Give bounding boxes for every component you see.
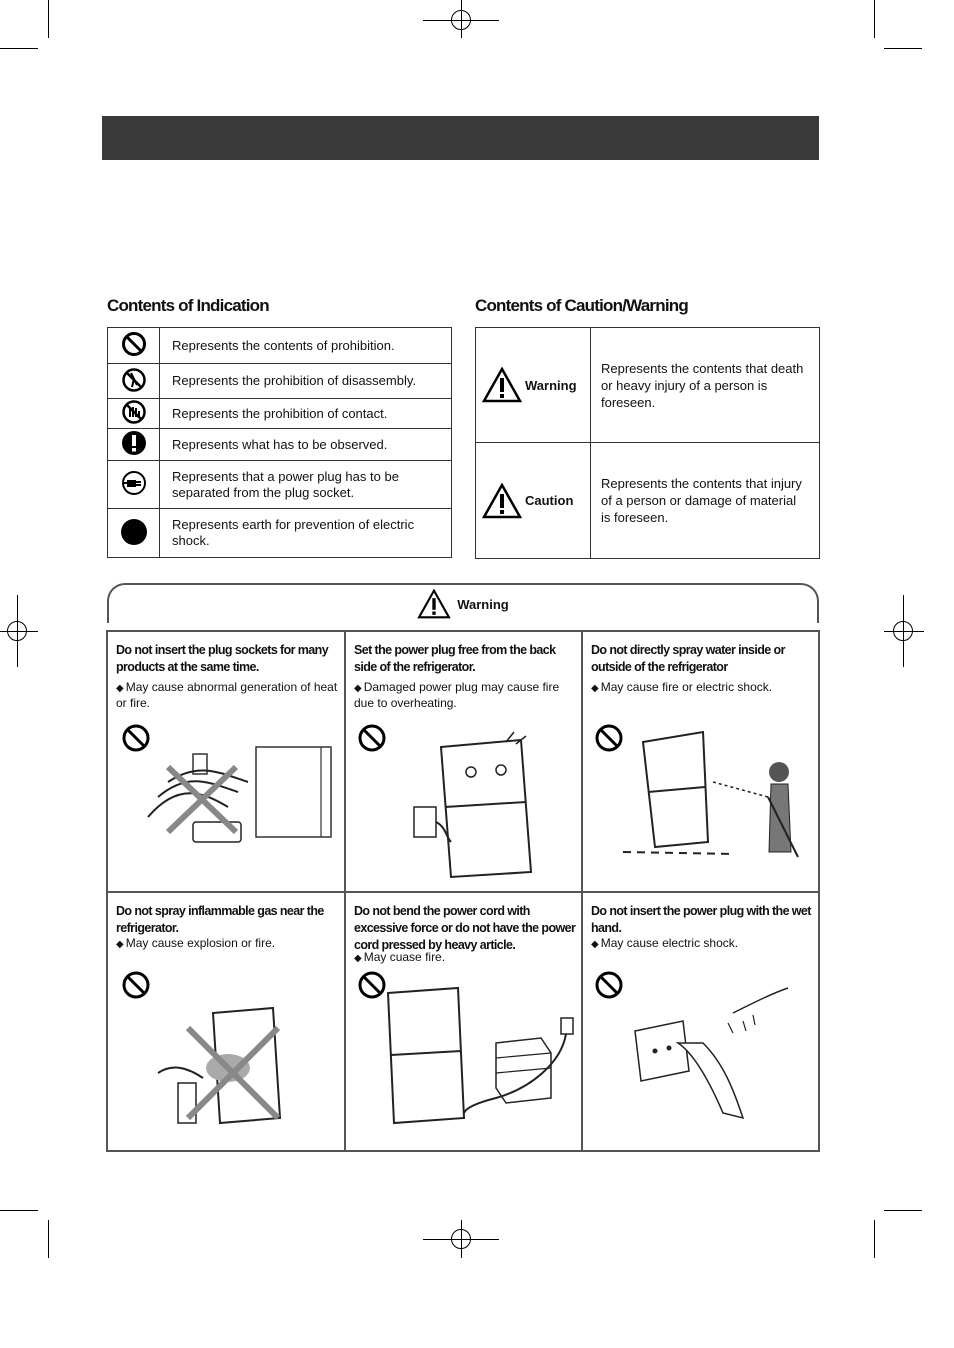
warning-grid bbox=[106, 630, 820, 1152]
crop-mark bbox=[48, 0, 49, 38]
crop-mark bbox=[874, 1220, 875, 1258]
prohibition-icon bbox=[108, 328, 160, 364]
crop-mark bbox=[48, 1220, 49, 1258]
no-contact-icon bbox=[108, 399, 160, 429]
indication-text: Represents the prohibition of disassembly. bbox=[160, 364, 452, 399]
indication-text: Represents the prohibition of contact. bbox=[160, 399, 452, 429]
indication-heading: Contents of Indication bbox=[107, 296, 269, 315]
indication-row bbox=[108, 364, 452, 399]
warning-cell bbox=[583, 632, 818, 891]
bullet-icon: ◆ bbox=[116, 939, 124, 950]
warning-cell bbox=[346, 632, 581, 891]
warning-triangle-icon bbox=[417, 589, 451, 619]
indication-row bbox=[108, 461, 452, 509]
cord-pressed-illustration bbox=[346, 893, 581, 1150]
warning-cell-bullet: May cause electric shock. bbox=[600, 936, 739, 950]
no-disassembly-icon bbox=[108, 364, 160, 399]
wet-hand-illustration bbox=[583, 893, 818, 1150]
indication-text: Represents the contents of prohibition. bbox=[160, 328, 452, 364]
warning-banner bbox=[107, 583, 819, 623]
warning-label: Warning bbox=[525, 377, 577, 393]
warning-cell bbox=[108, 632, 344, 891]
crop-mark bbox=[884, 1210, 922, 1211]
warning-cell bbox=[346, 893, 581, 1150]
warning-cell-title: Do not spray inflammable gas near the refrigerator. bbox=[116, 904, 324, 935]
prohibition-icon bbox=[360, 973, 384, 997]
warning-cell-title: Do not insert the plug sockets for many products at the same time. bbox=[116, 643, 329, 674]
indication-row bbox=[108, 429, 452, 461]
caution-warning-table bbox=[475, 327, 820, 559]
warning-cell bbox=[583, 893, 818, 1150]
indication-table bbox=[107, 327, 452, 558]
prohibition-icon bbox=[124, 973, 148, 997]
page-title-bar bbox=[102, 116, 819, 160]
warning-cell-title: Do not insert the power plug with the wet hand. bbox=[591, 904, 811, 935]
bullet-icon: ◆ bbox=[354, 683, 362, 694]
must-observe-icon bbox=[108, 429, 160, 461]
indication-text: Represents earth for prevention of electric shock. bbox=[160, 509, 452, 558]
warning-description: Represents the contents that death or heavy injury of a person is foreseen. bbox=[591, 328, 820, 443]
caution-description: Represents the contents that injury of a person or damage of material is foreseen. bbox=[591, 443, 820, 559]
water-spray-illustration bbox=[583, 632, 818, 891]
caution-warning-heading: Contents of Caution/Warning bbox=[475, 296, 688, 315]
warning-cell-bullet: May cause fire or electric shock. bbox=[600, 680, 773, 694]
prohibition-icon bbox=[597, 973, 621, 997]
caution-warning-row bbox=[476, 443, 820, 559]
bullet-icon: ◆ bbox=[591, 939, 599, 950]
warning-cell-title: Do not directly spray water inside or outside of the refrigerator bbox=[591, 643, 785, 674]
unplug-icon bbox=[108, 461, 160, 509]
prohibition-icon bbox=[597, 726, 621, 750]
warning-cell-title: Do not bend the power cord with excessive force or do not have the power cord pressed by heavy article. bbox=[354, 904, 576, 952]
warning-cell-bullet: Damaged power plug may cause fire due to overheating. bbox=[354, 680, 560, 710]
gas-spray-illustration bbox=[108, 893, 344, 1150]
warning-cell-bullet: May cause explosion or fire. bbox=[125, 936, 276, 950]
warning-triangle-icon bbox=[482, 483, 522, 519]
warning-banner-label: Warning bbox=[457, 596, 509, 612]
crop-mark bbox=[0, 48, 38, 49]
crop-mark bbox=[0, 1210, 38, 1211]
crop-mark bbox=[884, 48, 922, 49]
warning-cell-title: Set the power plug free from the back side of the refrigerator. bbox=[354, 643, 556, 674]
indication-row bbox=[108, 328, 452, 364]
indication-text: Represents what has to be observed. bbox=[160, 429, 452, 461]
indication-row bbox=[108, 509, 452, 558]
refrigerator-plug-illustration bbox=[346, 632, 581, 891]
bullet-icon: ◆ bbox=[591, 683, 599, 694]
warning-triangle-icon bbox=[482, 367, 522, 403]
caution-warning-row bbox=[476, 328, 820, 443]
power-strip-illustration bbox=[108, 632, 344, 891]
warning-cell bbox=[108, 893, 344, 1150]
warning-cell-bullet: May cause abnormal generation of heat or fire. bbox=[116, 680, 338, 710]
caution-label: Caution bbox=[525, 493, 574, 508]
prohibition-icon bbox=[124, 726, 148, 750]
earth-icon bbox=[108, 509, 160, 558]
bullet-icon: ◆ bbox=[116, 683, 124, 694]
crop-mark bbox=[874, 0, 875, 38]
indication-text: Represents that a power plug has to be separated from the plug socket. bbox=[160, 461, 452, 509]
warning-cell-bullet: May cuase fire. bbox=[363, 950, 446, 964]
indication-row bbox=[108, 399, 452, 429]
prohibition-icon bbox=[360, 726, 384, 750]
bullet-icon: ◆ bbox=[354, 953, 362, 964]
